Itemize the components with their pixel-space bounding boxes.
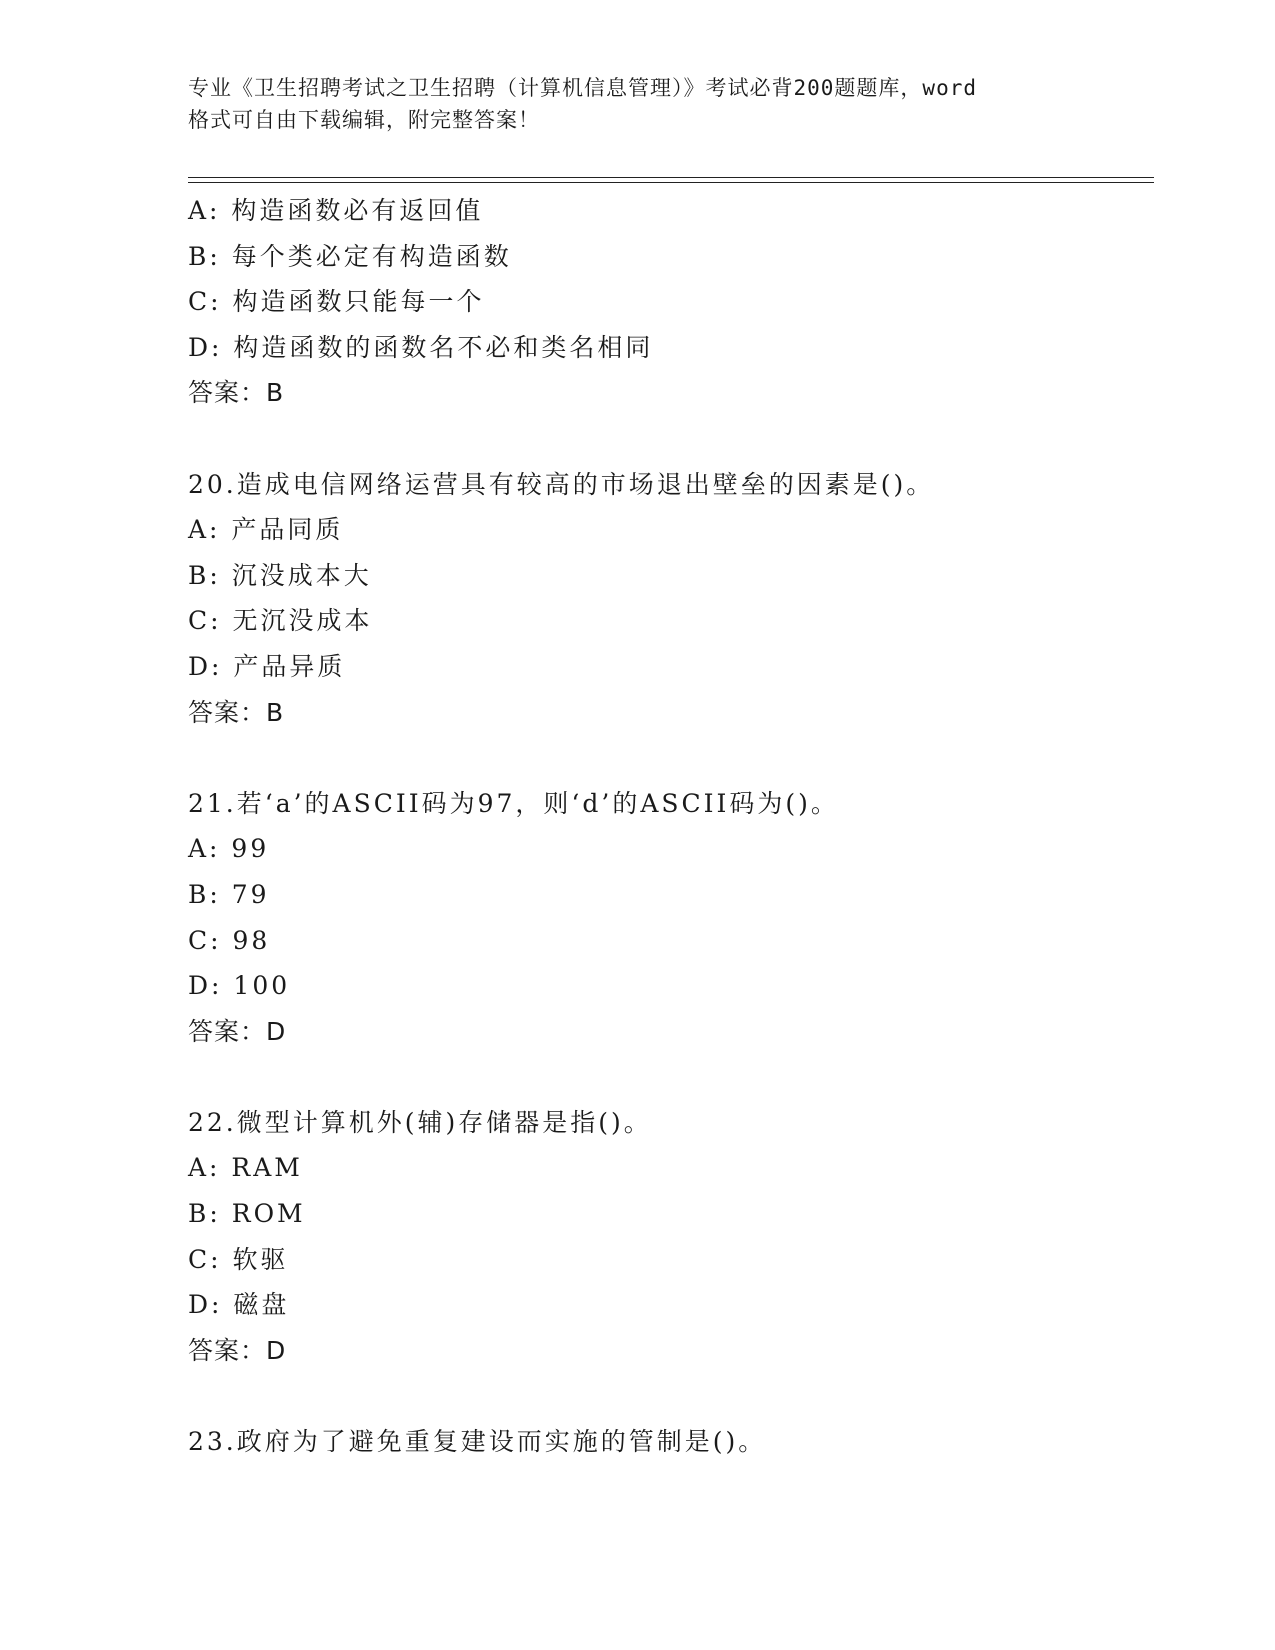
option-b: B: 79 [188, 879, 270, 909]
question-block-20 [188, 462, 1154, 736]
option-a: A: 99 [188, 834, 270, 864]
header-line-2: 格式可自由下载编辑，附完整答案！ [188, 108, 540, 132]
question-block-23 [188, 1419, 1154, 1465]
question-text: 20.造成电信网络运营具有较高的市场退出壁垒的因素是()。 [188, 469, 935, 499]
option-a: A: RAM [188, 1153, 303, 1183]
question-block-21 [188, 781, 1154, 1055]
question-text: 23.政府为了避免重复建设而实施的管制是()。 [188, 1427, 767, 1457]
spacer [188, 1373, 1154, 1419]
question-text: 22.微型计算机外(辅)存储器是指()。 [188, 1107, 652, 1137]
question-text: 21.若‘a’的ASCII码为97，则‘d’的ASCII码为()。 [188, 788, 839, 818]
header-rule-top [188, 177, 1154, 178]
option-c: C: 98 [188, 925, 271, 955]
option-d: D: 构造函数的函数名不必和类名相同 [188, 332, 654, 362]
option-c: C: 构造函数只能每一个 [188, 287, 485, 317]
option-c: C: 软驱 [188, 1244, 289, 1274]
option-d: D: 磁盘 [188, 1290, 290, 1320]
question-block-19 [188, 188, 1154, 416]
header-line-1: 专业《卫生招聘考试之卫生招聘（计算机信息管理）》考试必背200题题库，word [188, 76, 977, 100]
option-b: B: 每个类必定有构造函数 [188, 241, 512, 271]
option-a: A: 构造函数必有返回值 [188, 196, 484, 225]
header-rule-bottom [188, 182, 1154, 183]
option-d: D: 100 [188, 971, 291, 1001]
option-a: A: 产品同质 [188, 515, 344, 545]
option-d: D: 产品异质 [188, 651, 346, 681]
spacer [188, 735, 1154, 781]
question-block-22 [188, 1100, 1154, 1374]
document-header [188, 72, 1088, 136]
answer-text: 答案：D [188, 1335, 287, 1365]
question-list [188, 188, 1154, 1465]
answer-text: 答案：B [188, 697, 285, 727]
option-b: B: 沉没成本大 [188, 560, 372, 590]
answer-text: 答案：D [188, 1016, 287, 1046]
option-c: C: 无沉没成本 [188, 606, 373, 636]
answer-text: 答案：B [188, 378, 285, 408]
spacer [188, 1054, 1154, 1100]
spacer [188, 416, 1154, 462]
option-b: B: ROM [188, 1199, 306, 1229]
